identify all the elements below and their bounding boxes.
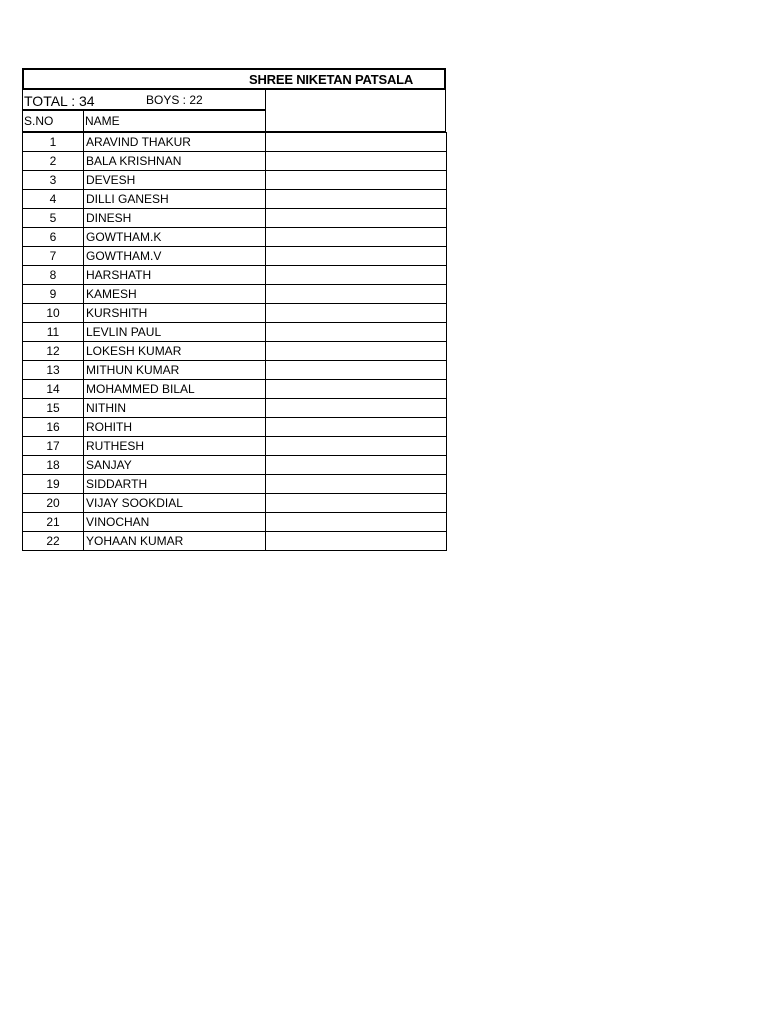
serial-number-cell: 22: [23, 532, 84, 551]
serial-number-cell: 19: [23, 475, 84, 494]
serial-number-cell: 11: [23, 323, 84, 342]
table-row: [23, 437, 447, 456]
empty-cell: [266, 475, 447, 494]
column-header-sno: S.NO: [24, 114, 54, 128]
student-name-cell: VINOCHAN: [84, 513, 266, 532]
table-row: [23, 171, 447, 190]
table-row: [23, 209, 447, 228]
table-row: [23, 418, 447, 437]
table-row: [23, 532, 447, 551]
empty-cell: [266, 247, 447, 266]
student-name-cell: GOWTHAM.V: [84, 247, 266, 266]
empty-cell: [266, 228, 447, 247]
table-row: [23, 380, 447, 399]
student-name-cell: KAMESH: [84, 285, 266, 304]
table-row: [23, 513, 447, 532]
student-name-cell: DEVESH: [84, 171, 266, 190]
table-row: [23, 247, 447, 266]
serial-number-cell: 12: [23, 342, 84, 361]
empty-cell: [266, 152, 447, 171]
serial-number-cell: 17: [23, 437, 84, 456]
student-name-cell: BALA KRISHNAN: [84, 152, 266, 171]
student-name-cell: HARSHATH: [84, 266, 266, 285]
serial-number-cell: 8: [23, 266, 84, 285]
table-row: [23, 399, 447, 418]
table-row: [23, 323, 447, 342]
serial-number-cell: 5: [23, 209, 84, 228]
serial-number-cell: 20: [23, 494, 84, 513]
serial-number-cell: 21: [23, 513, 84, 532]
table-row: [23, 266, 447, 285]
roster-sheet: [22, 68, 446, 551]
empty-cell: [266, 361, 447, 380]
table-row: [23, 361, 447, 380]
summary-header: [22, 90, 446, 132]
table-row: [23, 304, 447, 323]
student-name-cell: VIJAY SOOKDIAL: [84, 494, 266, 513]
empty-cell: [266, 399, 447, 418]
empty-cell: [266, 209, 447, 228]
table-row: [23, 494, 447, 513]
student-name-cell: SIDDARTH: [84, 475, 266, 494]
serial-number-cell: 1: [23, 133, 84, 152]
total-count: TOTAL : 34: [24, 93, 95, 109]
boys-count: BOYS : 22: [146, 93, 203, 107]
title-row: [22, 68, 446, 90]
empty-cell: [266, 513, 447, 532]
student-name-cell: NITHIN: [84, 399, 266, 418]
empty-cell: [266, 323, 447, 342]
serial-number-cell: 14: [23, 380, 84, 399]
empty-cell: [266, 304, 447, 323]
serial-number-cell: 16: [23, 418, 84, 437]
empty-cell: [266, 133, 447, 152]
table-row: [23, 228, 447, 247]
empty-cell: [266, 437, 447, 456]
serial-number-cell: 10: [23, 304, 84, 323]
table-row: [23, 342, 447, 361]
sheet-title: SHREE NIKETAN PATSALA: [249, 72, 414, 87]
student-name-cell: SANJAY: [84, 456, 266, 475]
serial-number-cell: 6: [23, 228, 84, 247]
serial-number-cell: 2: [23, 152, 84, 171]
serial-number-cell: 9: [23, 285, 84, 304]
empty-cell: [266, 190, 447, 209]
table-row: [23, 456, 447, 475]
table-row: [23, 133, 447, 152]
student-name-cell: RUTHESH: [84, 437, 266, 456]
empty-cell: [266, 456, 447, 475]
empty-cell: [266, 418, 447, 437]
student-name-cell: MOHAMMED BILAL: [84, 380, 266, 399]
empty-cell: [266, 266, 447, 285]
serial-number-cell: 15: [23, 399, 84, 418]
empty-cell: [266, 494, 447, 513]
empty-cell: [266, 342, 447, 361]
roster-body: [23, 133, 447, 551]
serial-number-cell: 3: [23, 171, 84, 190]
student-name-cell: DINESH: [84, 209, 266, 228]
empty-cell: [266, 532, 447, 551]
table-row: [23, 190, 447, 209]
serial-number-cell: 13: [23, 361, 84, 380]
student-name-cell: DILLI GANESH: [84, 190, 266, 209]
student-name-cell: LOKESH KUMAR: [84, 342, 266, 361]
roster-table: [22, 132, 447, 551]
serial-number-cell: 7: [23, 247, 84, 266]
student-name-cell: GOWTHAM.K: [84, 228, 266, 247]
empty-cell: [266, 380, 447, 399]
student-name-cell: MITHUN KUMAR: [84, 361, 266, 380]
totals-line: [23, 90, 265, 111]
serial-number-cell: 18: [23, 456, 84, 475]
student-name-cell: LEVLIN PAUL: [84, 323, 266, 342]
table-row: [23, 152, 447, 171]
student-name-cell: ROHITH: [84, 418, 266, 437]
column-divider: [83, 111, 84, 131]
serial-number-cell: 4: [23, 190, 84, 209]
student-name-cell: KURSHITH: [84, 304, 266, 323]
student-name-cell: YOHAAN KUMAR: [84, 532, 266, 551]
table-row: [23, 475, 447, 494]
empty-cell: [266, 285, 447, 304]
column-header-name: NAME: [85, 114, 120, 128]
empty-cell: [266, 171, 447, 190]
table-row: [23, 285, 447, 304]
header-divider: [265, 90, 266, 131]
student-name-cell: ARAVIND THAKUR: [84, 133, 266, 152]
